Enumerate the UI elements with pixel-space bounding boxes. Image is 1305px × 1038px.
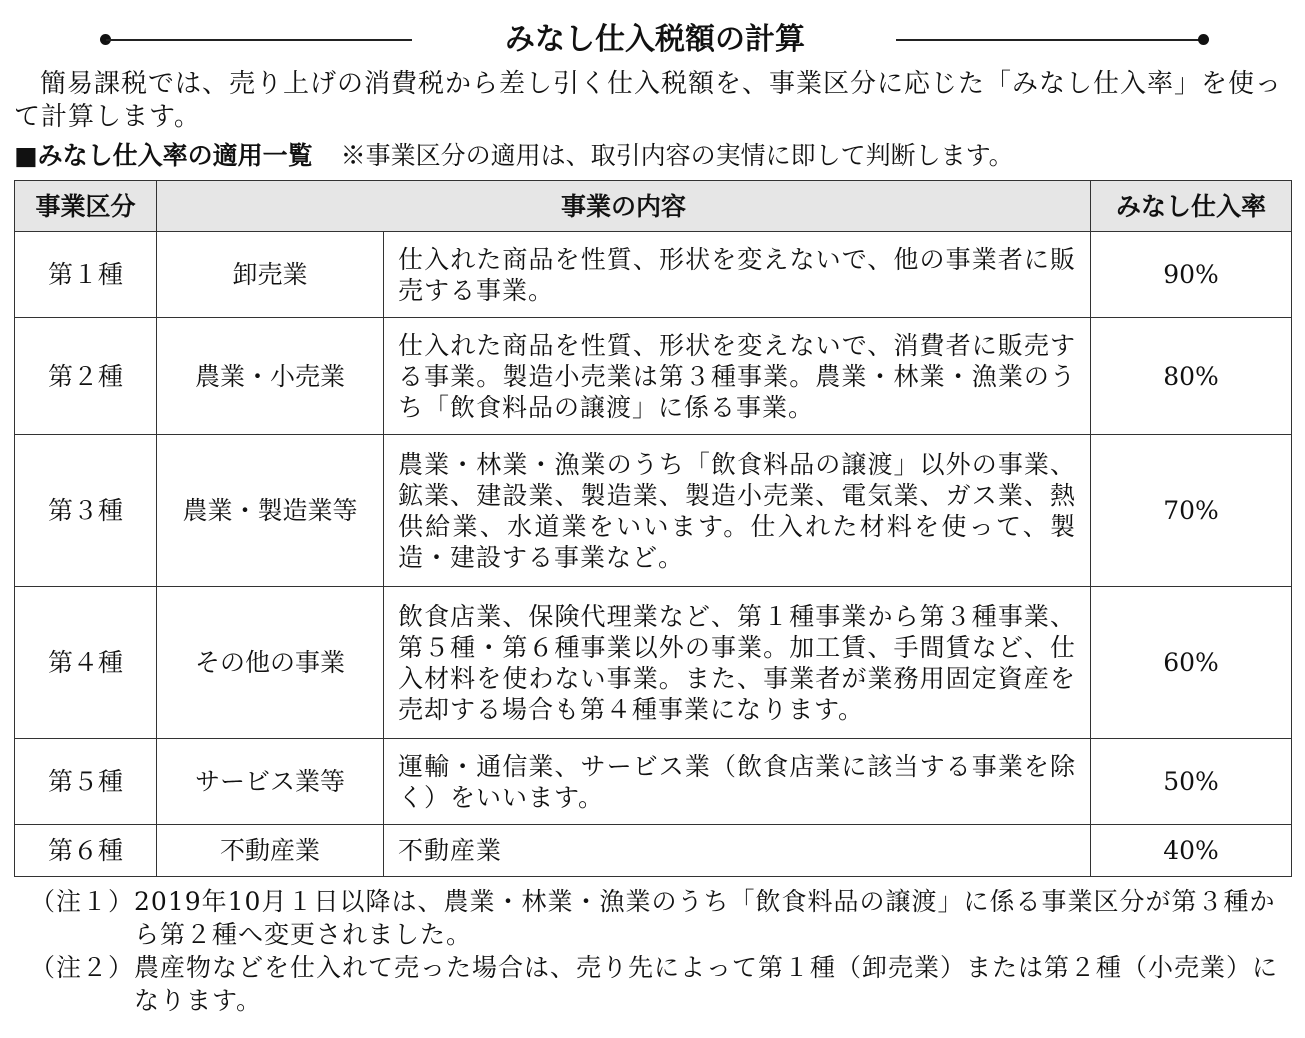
cell-rate: 60% xyxy=(1091,587,1292,739)
cell-rate: 80% xyxy=(1091,318,1292,435)
rate-table xyxy=(14,180,1292,877)
footnote-text: 農産物などを仕入れて売った場合は、売り先によって第１種（卸売業）または第２種（小売業）になります。 xyxy=(134,953,1279,1015)
table-row xyxy=(15,739,1292,825)
title-rule-right xyxy=(896,39,1202,41)
footnote-label: （注１） xyxy=(30,887,135,916)
intro-paragraph: 簡易課税では、売り上げの消費税から差し引く仕入税額を、事業区分に応じた「みなし仕入率」を使って計算します。 xyxy=(14,69,1283,132)
table-row xyxy=(15,435,1292,587)
cell-business-name: 農業・小売業 xyxy=(157,318,384,435)
cell-category: 第３種 xyxy=(15,435,157,587)
table-row xyxy=(15,587,1292,739)
header-rate: みなし仕入率 xyxy=(1091,181,1292,232)
bullet-dot-right xyxy=(1198,34,1209,45)
cell-business-name: 不動産業 xyxy=(157,825,384,877)
table-subheading xyxy=(14,140,1294,172)
cell-category: 第４種 xyxy=(15,587,157,739)
cell-category: 第１種 xyxy=(15,232,157,318)
cell-business-name: その他の事業 xyxy=(157,587,384,739)
footnote xyxy=(30,951,1292,1017)
cell-description: 不動産業 xyxy=(384,825,1091,877)
cell-category: 第６種 xyxy=(15,825,157,877)
cell-description: 運輸・通信業、サービス業（飲食店業に該当する事業を除く）をいいます。 xyxy=(384,739,1091,825)
cell-description: 仕入れた商品を性質、形状を変えないで、消費者に販売する事業。製造小売業は第３種事業。農業・林業・漁業のうち「飲食料品の譲渡」に係る事業。 xyxy=(384,318,1091,435)
header-category: 事業区分 xyxy=(15,181,157,232)
header-content: 事業の内容 xyxy=(157,181,1091,232)
cell-rate: 70% xyxy=(1091,435,1292,587)
cell-rate: 50% xyxy=(1091,739,1292,825)
table-row xyxy=(15,318,1292,435)
cell-category: 第２種 xyxy=(15,318,157,435)
cell-description: 飲食店業、保険代理業など、第１種事業から第３種事業、第５種・第６種事業以外の事業。加工賃、手間賃など、仕入材料を使わない事業。また、事業者が業務用固定資産を売却する場合も第４種事業になります。 xyxy=(384,587,1091,739)
table-row xyxy=(15,232,1292,318)
table-header-row xyxy=(15,181,1292,232)
subheading-note: ※事業区分の適用は、取引内容の実情に即して判断します。 xyxy=(340,141,1014,170)
cell-business-name: 卸売業 xyxy=(157,232,384,318)
title-row xyxy=(100,18,1210,64)
title-rule-left xyxy=(106,39,412,41)
cell-rate: 90% xyxy=(1091,232,1292,318)
cell-description: 農業・林業・漁業のうち「飲食料品の譲渡」以外の事業、鉱業、建設業、製造業、製造小売業、電気業、ガス業、熱供給業、水道業をいいます。仕入れた材料を使って、製造・建設する事業など。 xyxy=(384,435,1091,587)
cell-category: 第５種 xyxy=(15,739,157,825)
footnotes xyxy=(30,885,1292,1017)
footnote-label: （注２） xyxy=(30,953,135,982)
cell-business-name: サービス業等 xyxy=(157,739,384,825)
cell-description: 仕入れた商品を性質、形状を変えないで、他の事業者に販売する事業。 xyxy=(384,232,1091,318)
page-title: みなし仕入税額の計算 xyxy=(505,22,805,57)
subheading-label: ■みなし仕入率の適用一覧 xyxy=(14,141,313,170)
table-row xyxy=(15,825,1292,877)
cell-business-name: 農業・製造業等 xyxy=(157,435,384,587)
cell-rate: 40% xyxy=(1091,825,1292,877)
footnote-text: 2019年10月１日以降は、農業・林業・漁業のうち「飲食料品の譲渡」に係る事業区分が第３種から第２種へ変更されました。 xyxy=(134,887,1276,949)
footnote xyxy=(30,885,1292,951)
